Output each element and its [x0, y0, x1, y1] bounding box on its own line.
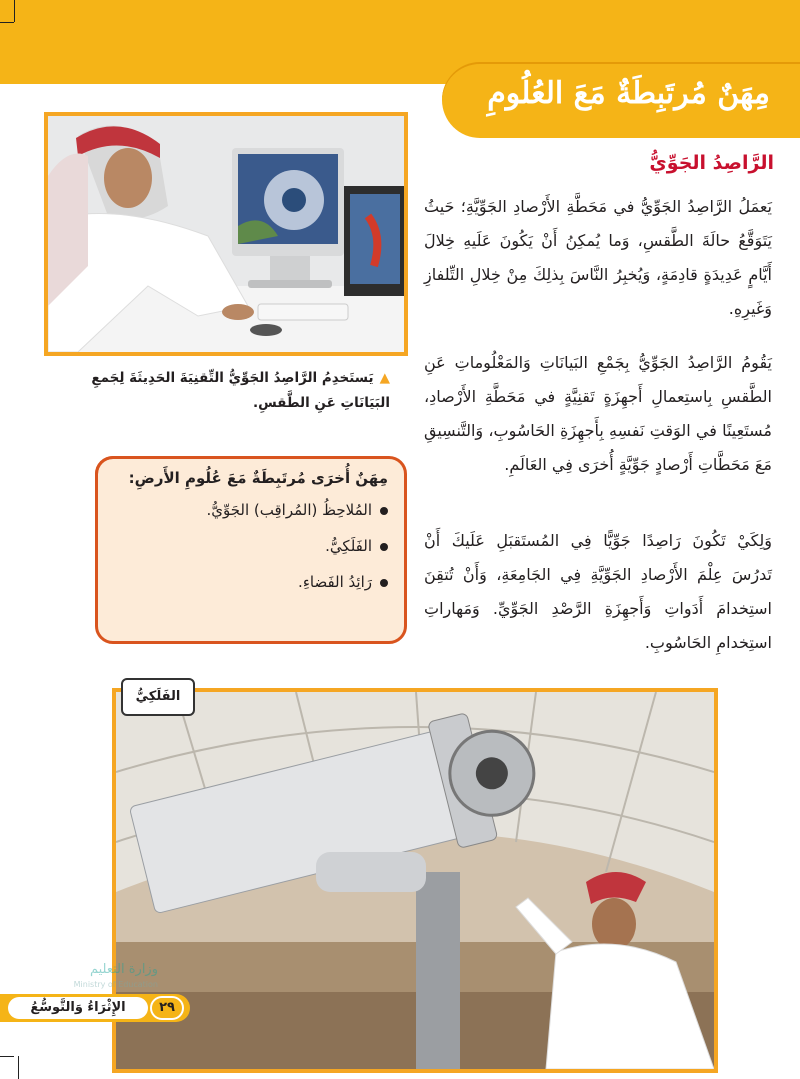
astronomer-label: الفَلَكِيُّ: [121, 678, 195, 716]
other-careers-box: [95, 456, 407, 644]
ministry-watermark: [30, 920, 170, 990]
page-title: مِهَنٌ مُرتَبِطَةٌ مَعَ العُلُومِ: [487, 76, 770, 111]
career-label: رَائِدُ الفَضاءِ.: [298, 573, 372, 591]
meteorologist-photo: [44, 112, 408, 356]
triangle-icon: ▲: [379, 370, 390, 386]
bullet-icon: [380, 507, 388, 515]
body-paragraph: يَعمَلُ الرَّاصِدُ الجَوِّيُّ في مَحَطَّةِ الأَرْصادِ الجَوِّيَّةِ؛ حَيثُ يَتَوَقَّعُ حالَةَ الطَّقسِ، وَما يُمكِنُ أَنْ يَكُونَ عَلَيهِ خِلالَ أَيَّامٍ عَدِيدَةٍ قادِمَةٍ، وَيُخبِرُ النَّاسَ بِذلِكَ مِنْ خِلالِ التِّلفازِ وَغَيرِهِ.: [424, 197, 772, 318]
footer-section-name: الإِثْرَاءُ وَالتَّوسُّعُ: [8, 997, 148, 1019]
careers-box-title: مِهَنٌ أُخرَى مُرتَبِطَةٌ مَعَ عُلُومِ الأَرضِ:: [128, 469, 388, 487]
crop-mark: [0, 1056, 14, 1057]
bullet-icon: [380, 543, 388, 551]
caption-text: يَستَخدِمُ الرَّاصِدُ الجَوِّيُّ التِّقنِيَةَ الحَدِيثَةَ لِجَمعِ البَيَانَاتِ عَنِ الطَّقسِ.: [91, 370, 390, 411]
watermark-text: وزارة التعليم: [89, 962, 158, 977]
title-tab: [442, 62, 800, 138]
meteorologist-illustration: [48, 116, 404, 352]
watermark-subtext: Ministry of Education: [73, 980, 158, 989]
list-item: [108, 573, 388, 591]
list-item: [108, 537, 388, 555]
page-number: ٢٩: [150, 996, 184, 1020]
list-item: [108, 501, 388, 519]
crop-mark: [18, 1056, 19, 1079]
crop-mark: [0, 22, 14, 23]
telescope-illustration: [116, 692, 714, 1069]
photo-caption: [60, 366, 390, 416]
section-heading: الرَّاصِدُ الجَوِّيُّ: [649, 152, 774, 174]
career-label: الفَلَكِيُّ.: [325, 537, 372, 555]
body-paragraph: يَقُومُ الرَّاصِدُ الجَوِّيُّ بِجَمْعِ البَيانَاتِ وَالمَعْلُوماتِ عَنِ الطَّقسِ بِاستِعمالِ أَجهِزَةٍ تَقنِيَّةٍ في مَحَطَّةِ الأَرْصادِ، مُستَعِينًا في الوَقتِ نَفسِهِ بِأَجهِزَةِ الحَاسُوبِ، وَالتَّنسِيقِ مَعَ مَحَطَّاتِ أَرْصادٍ جَوِّيَّةٍ أُخرَى فِي العَالَمِ.: [424, 353, 772, 474]
astronomer-photo: [112, 688, 718, 1073]
career-label: المُلاحِظُ (المُراقِب) الجَوِّيُّ.: [206, 501, 372, 519]
bullet-icon: [380, 579, 388, 587]
crop-mark: [14, 0, 15, 22]
body-paragraph: وَلِكَيْ تَكُونَ رَاصِدًا جَوِّيًّا فِي المُستَقبَلِ عَلَيكَ أَنْ تَدرُسَ عِلْمَ الأَرْصادِ الجَوِّيَّةِ فِي الجَامِعَةِ، وَأَنْ تُتقِنَ استِخدامَ أَدَواتِ وَأَجهِزَةِ الرَّصْدِ الجَوِّيِّ. وَمَهاراتِ استِخدامِ الحَاسُوبِ.: [424, 531, 772, 652]
